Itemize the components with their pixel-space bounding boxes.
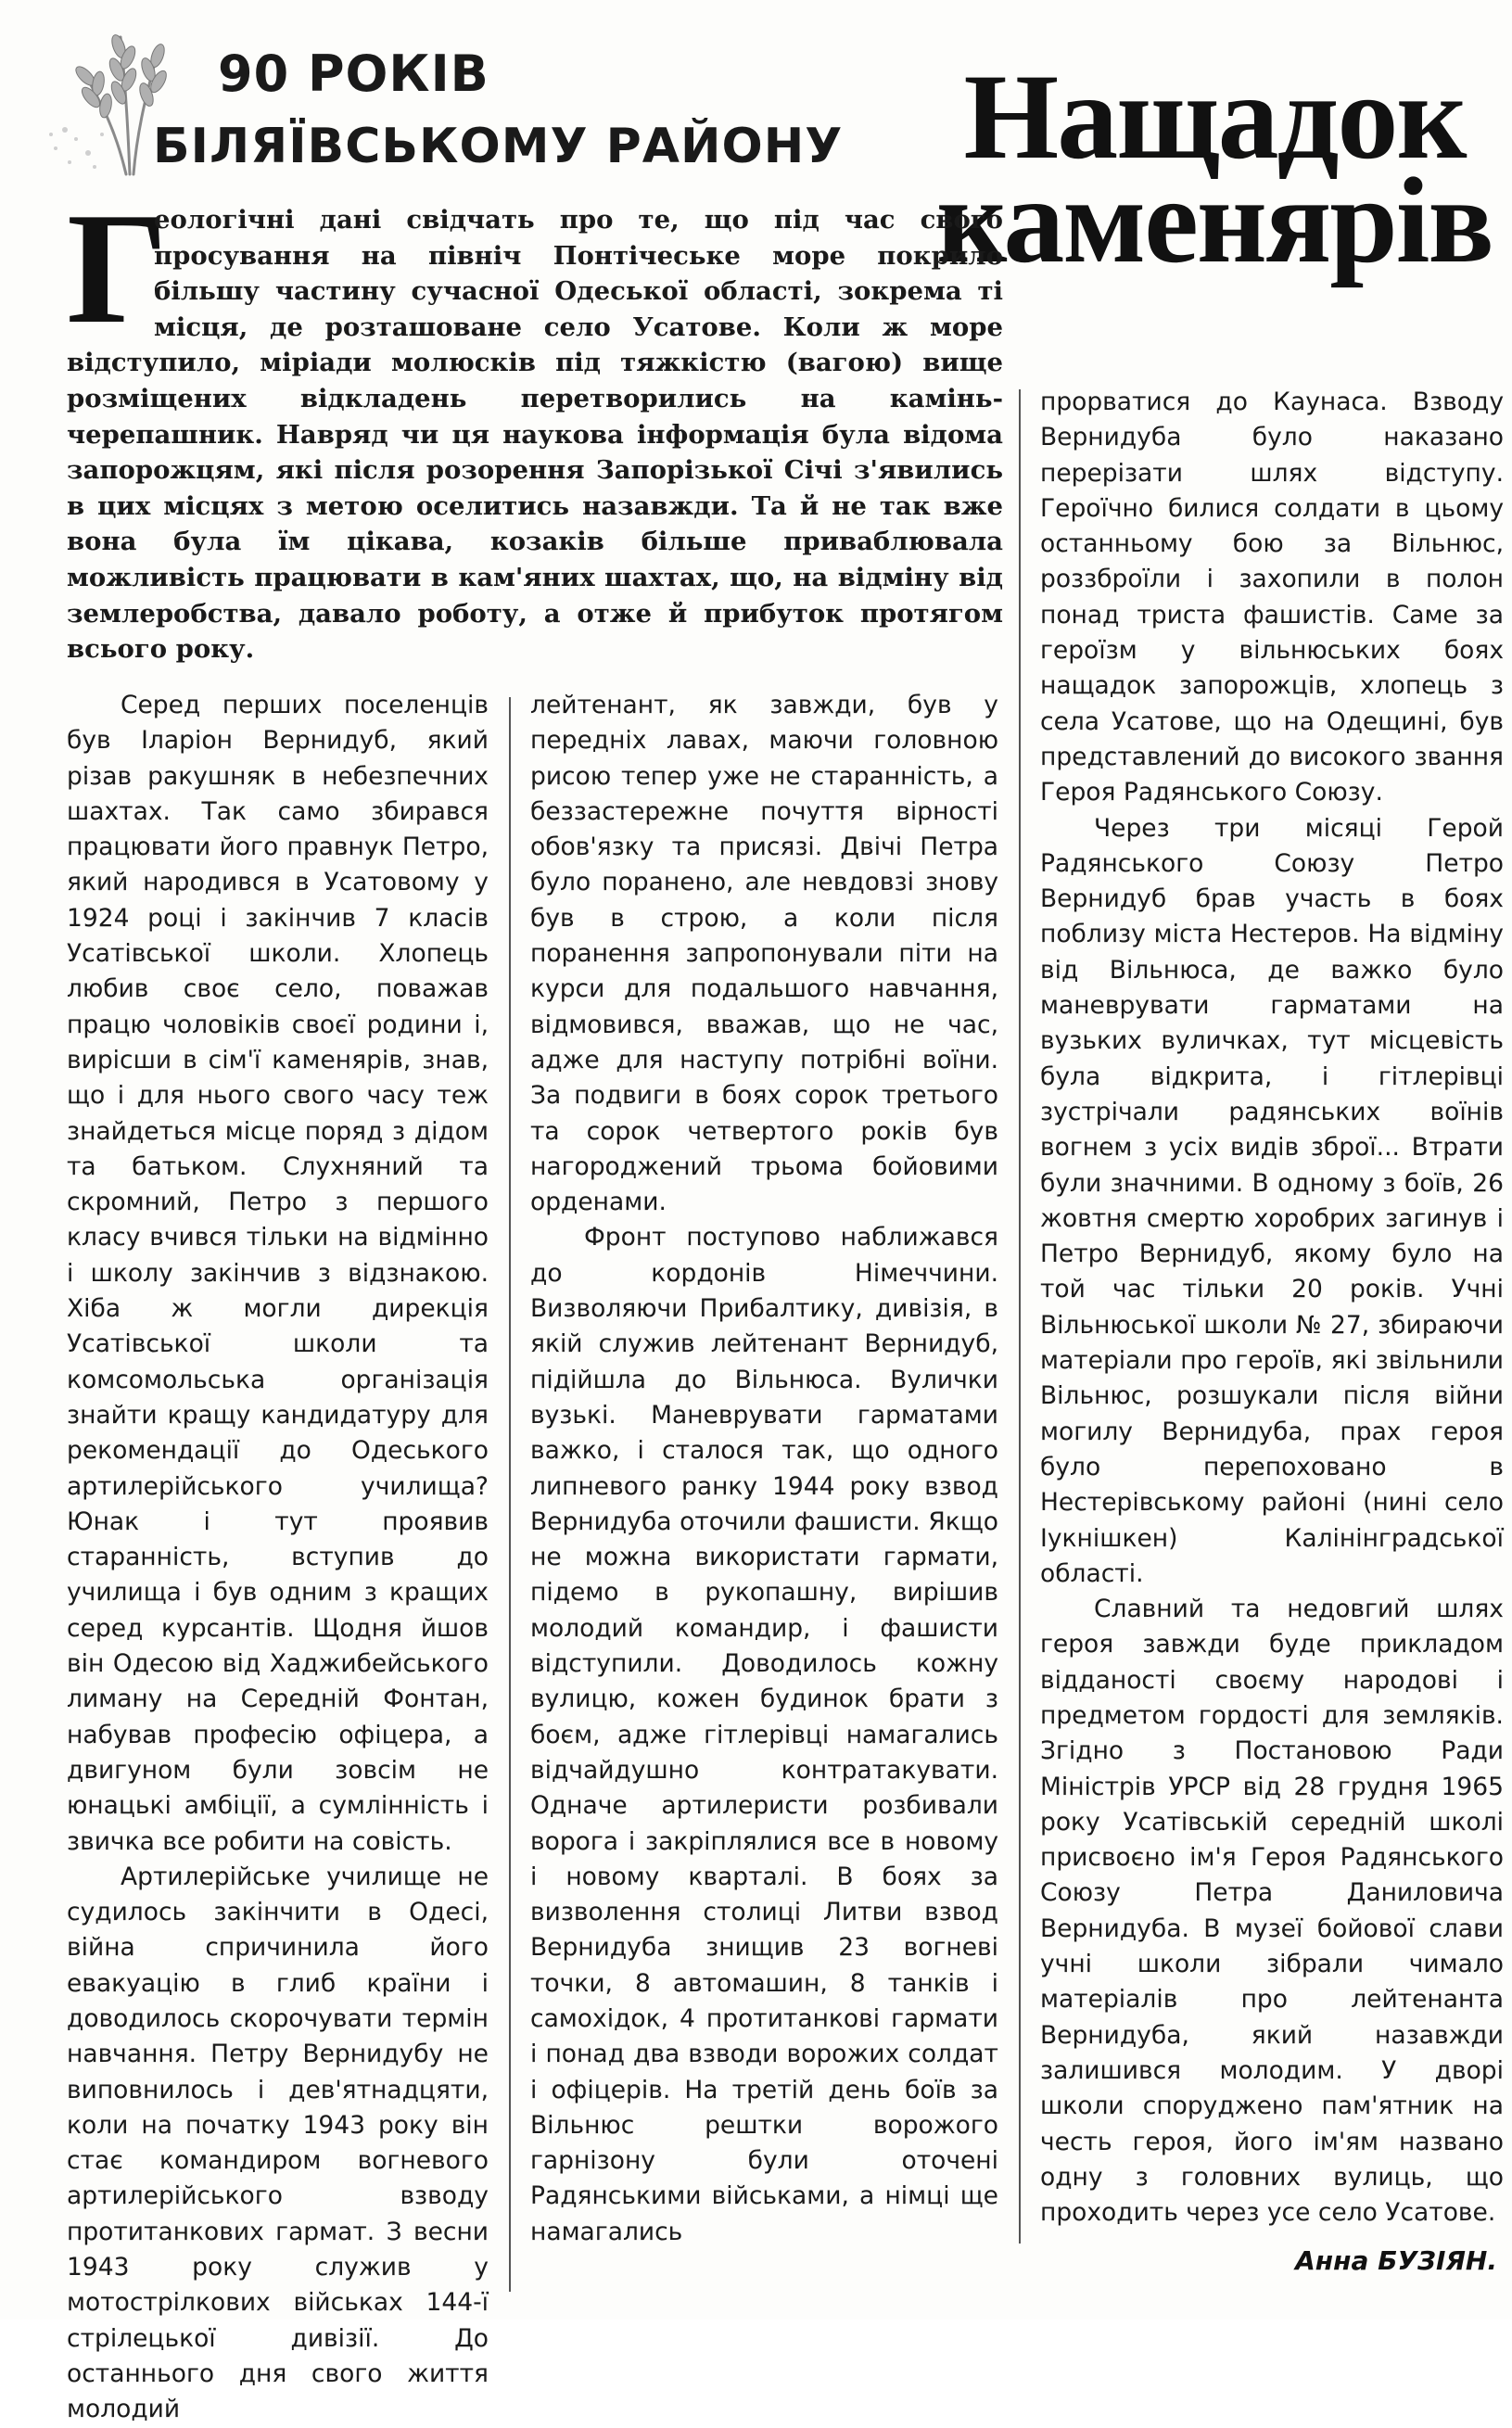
column-divider-2 bbox=[1019, 389, 1021, 2244]
paragraph: лейтенант, як завжди, був у передніх лавах, маючи головною рисою тепер уже не старанність, а беззастережне почуття вірності обов'язку та присязі. Двічі Петра було поранено, але невдовзі знову був в строю, а коли після поранення запропонували піти на курси для подальшого навчання, відмовився, вважав, що не час, адже для наступу потрібні воїни. За подвиги в боях сорок третього та сорок четвертого років був нагороджений трьома бойовими орденами. bbox=[530, 691, 998, 1217]
body-column-3 bbox=[1040, 385, 1504, 2231]
paragraph: Артилерійське училище не судилось закінчити в Одесі, війна спричинила його евакуацію в глиб країни і доводилось скорочувати термін навчання. Петру Вернидубу не виповнилось і дев'ятнадцяти, коли на початку 1943 року він стає командиром вогневого артилерійського взводу протитанкових гармат. З весни 1943 року служив у мотострілкових військах 144-ї стрілецької дивізії. До останнього дня свого життя молодий bbox=[67, 1862, 489, 2424]
paragraph: Через три місяці Герой Радянського Союзу Петро Вернидуб брав участь в боях поблизу міста Нестеров. На відміну від Вільнюса, де важко було маневрувати гарматами на вузьких вуличках, тут місцевість була відкрита, і гітлерівці зустрічали радянських воїнів вогнем з усіх видів зброї... Втрати були значними. В одному з боїв, 26 жовтня смертю хоробрих загинув і Петро Вернидуб, якому було на той час тільки 20 років. Учні Вільнюської школи № 27, збираючи матеріали про героїв, які звільнили Вільнюс, розшукали після війни могилу Вернидуба, прах героя було перепоховано в Нестерівському районі (нині село Іукнішкен) Калінінградської області. bbox=[1040, 813, 1504, 1588]
drop-cap: Г bbox=[67, 181, 169, 357]
article-title bbox=[927, 48, 1502, 288]
rubric-header bbox=[37, 19, 927, 176]
author-signature: Анна БУЗІЯН. bbox=[1295, 2245, 1497, 2276]
title-line-1: Нащадок bbox=[963, 48, 1466, 184]
column-divider-1 bbox=[509, 697, 511, 2292]
body-column-1 bbox=[67, 688, 489, 2428]
lead-text: еологічні дані свідчать про те, що під час свого просування на північ Понтічеське море покрило більшу частину сучасної Одеської області, зокрема ті місця, де розташоване село Усатове. Коли ж море відступило, міріади молюсків під тяжкістю (вагою) вище розміщених відкладень перетворились на камінь-черепашник. Навряд чи ця наукова інформація була відома запорожцям, які після розорення Запорізької Січі з'явились в цих місцях з метою оселитись назавжди. Та й не так вже вона була їм цікава, козаків більше приваблювала можливість працювати в кам'яних шахтах, що, на відміну від землеробства, давало роботу, а отже й прибуток протягом всього року. bbox=[67, 205, 1003, 665]
paragraph: Славний та недовгий шлях героя завжди буде прикладом відданості своєму народові і предметом гордості для земляків. Згідно з Постановою Ради Міністрів УРСР від 28 грудня 1965 року Усатівській середній школі присвоєно ім'я Героя Радянського Союзу Петра Даниловича Вернидуба. В музеї бойової слави учні школи зібрали чимало матеріалів про лейтенанта Вернидуба, який назавжди залишився молодим. У дворі школи споруджено пам'ятник на честь героя, його ім'ям названо одну з головних вулиць, що проходить через усе село Усатове. bbox=[1040, 1595, 1504, 2228]
paragraph: Фронт поступово наближався до кордонів Німеччини. Визволяючи Прибалтику, дивізія, в якій служив лейтенант Вернидуб, підійшла до Вільнюса. Вулички вузькі. Маневрувати гарматами важко, і сталося так, що одного липневого ранку 1944 року взвод Вернидуба оточили фашисти. Якщо не можна використати гармати, підемо в рукопашну, вирішив молодий командир, і фашисти відступили. Доводилось кожну вулицю, кожен будинок брати з боєм, адже гітлерівці намагались відчайдушно контратакувати. Одначе артилеристи розбивали ворога і закріплялися все в новому і новому кварталі. В боях за визволення столиці Литви взвод Вернидуба знищив 23 вогневі точки, 8 автомашин, 8 танків і самохідок, 4 протитанкові гармати і понад два взводи ворожих солдат і офіцерів. На третій день боїв за Вільнюс рештки ворожого гарнізону були оточені Радянськими військами, а німці ще намагались bbox=[530, 1223, 998, 2246]
rubric-line-2: БІЛЯЇВСЬКОМУ РАЙОНУ bbox=[153, 119, 844, 174]
body-column-2 bbox=[530, 688, 998, 2250]
lead-paragraph bbox=[67, 181, 1003, 684]
paragraph: прорватися до Каунаса. Взводу Вернидуба було наказано перерізати шлях відступу. Героїчно билися солдати в цьому останньому бою за Вільнюс, роззброїли і захопили в полон понад триста фашистів. Саме за героїзм у вільнюських боях нащадок запорожців, хлопець з села Усатове, що на Одещині, був представлений до високого звання Героя Радянського Союзу. bbox=[1040, 388, 1504, 807]
rubric-line-1: 90 РОКІВ bbox=[218, 44, 489, 103]
paragraph: Серед перших поселенців був Іларіон Вернидуб, який різав ракушняк в небезпечних шахтах. Так само збирався працювати його правнук Петро, який народився в Усатовому у 1924 році і закінчив 7 класів Усатівської школи. Хлопець любив своє село, поважав працю чоловіків своєї родини і, вирісши в сім'ї каменярів, знав, що і для нього свого часу теж знайдеться місце поряд з дідом та батьком. Слухняний та скромний, Петро з першого класу вчився тільки на відмінно і школу закінчив з відзнакою. Хіба ж могли дирекція Усатівської школи та комсомольська організація знайти кращу кандидатуру для рекомендації до Одеського артилерійського училища? Юнак і тут проявив старанність, вступив до училища і був одним з кращих серед курсантів. Щодня йшов він Одесою від Хаджибейського лиману на Середній Фонтан, набував професію офіцера, а двигуном були зовсім не юнацькі амбіції, а сумлінність і звичка все робити на совість. bbox=[67, 691, 489, 1856]
title-line-2: каменярів bbox=[936, 152, 1493, 288]
